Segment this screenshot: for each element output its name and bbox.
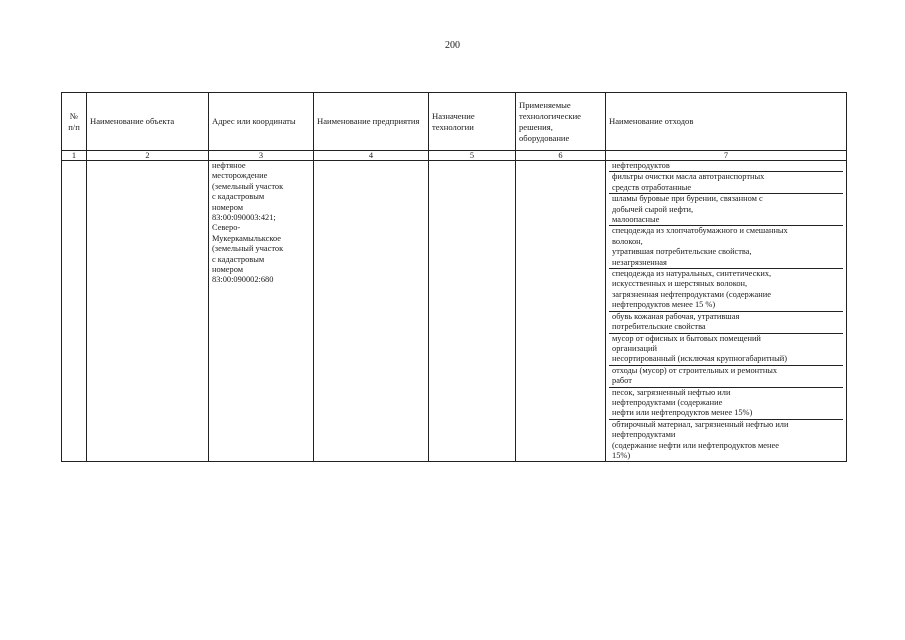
waste-item: мусор от офисных и бытовых помещений организаций несортированный (исключая крупногабаритный)	[609, 334, 843, 366]
header-row	[62, 93, 847, 151]
column-number-row	[62, 151, 847, 161]
waste-table	[61, 92, 847, 462]
waste-item: фильтры очистки масла автотранспортных средств отработанные	[609, 172, 843, 194]
waste-item: нефтепродуктов	[609, 161, 843, 172]
header-object-name: Наименование объекта	[87, 93, 209, 151]
header-technical-solutions: Применяемые технологические решения, оборудование	[516, 93, 606, 151]
row-number-cell	[62, 161, 87, 462]
header-technology-purpose: Назначение технологии	[429, 93, 516, 151]
waste-list-cell	[606, 161, 847, 462]
column-number: 7	[606, 151, 847, 161]
header-enterprise: Наименование предприятия	[314, 93, 429, 151]
waste-item: спецодежда из натуральных, синтетических, искусственных и шерстяных волокон, загрязненная нефтепродуктами (содержание нефтепродуктов менее 15 %)	[609, 269, 843, 312]
waste-item: отходы (мусор) от строительных и ремонтных работ	[609, 366, 843, 388]
header-waste-name: Наименование отходов	[606, 93, 847, 151]
column-number: 4	[314, 151, 429, 161]
waste-item: спецодежда из хлопчатобумажного и смешанных волокон, утратившая потребительские свойства, незагрязненная	[609, 226, 843, 269]
column-number: 1	[62, 151, 87, 161]
header-number: № п/п	[62, 93, 87, 151]
technical-solutions-cell	[516, 161, 606, 462]
column-number: 3	[209, 151, 314, 161]
address-cell: нефтяное месторождение (земельный участок с кадастровым номером 83:00:090003:421; Северо- Мукеркамылькское (земельный участок с кадастровым номером 83:00:090002:680	[209, 161, 314, 462]
waste-item: обтирочный материал, загрязненный нефтью или нефтепродуктами (содержание нефти или нефтепродуктов менее 15%)	[612, 419, 789, 460]
column-number: 5	[429, 151, 516, 161]
technology-purpose-cell	[429, 161, 516, 462]
waste-item: песок, загрязненный нефтью или нефтепродуктами (содержание нефти или нефтепродуктов менее 15%)	[609, 388, 843, 420]
page-number: 200	[445, 40, 460, 51]
object-name-cell	[87, 161, 209, 462]
waste-item: обувь кожаная рабочая, утратившая потребительские свойства	[609, 312, 843, 334]
enterprise-cell	[314, 161, 429, 462]
column-number: 2	[87, 151, 209, 161]
table-row	[62, 161, 847, 462]
waste-item: шламы буровые при бурении, связанном с добычей сырой нефти, малоопасные	[609, 194, 843, 226]
header-address: Адрес или координаты	[209, 93, 314, 151]
column-number: 6	[516, 151, 606, 161]
